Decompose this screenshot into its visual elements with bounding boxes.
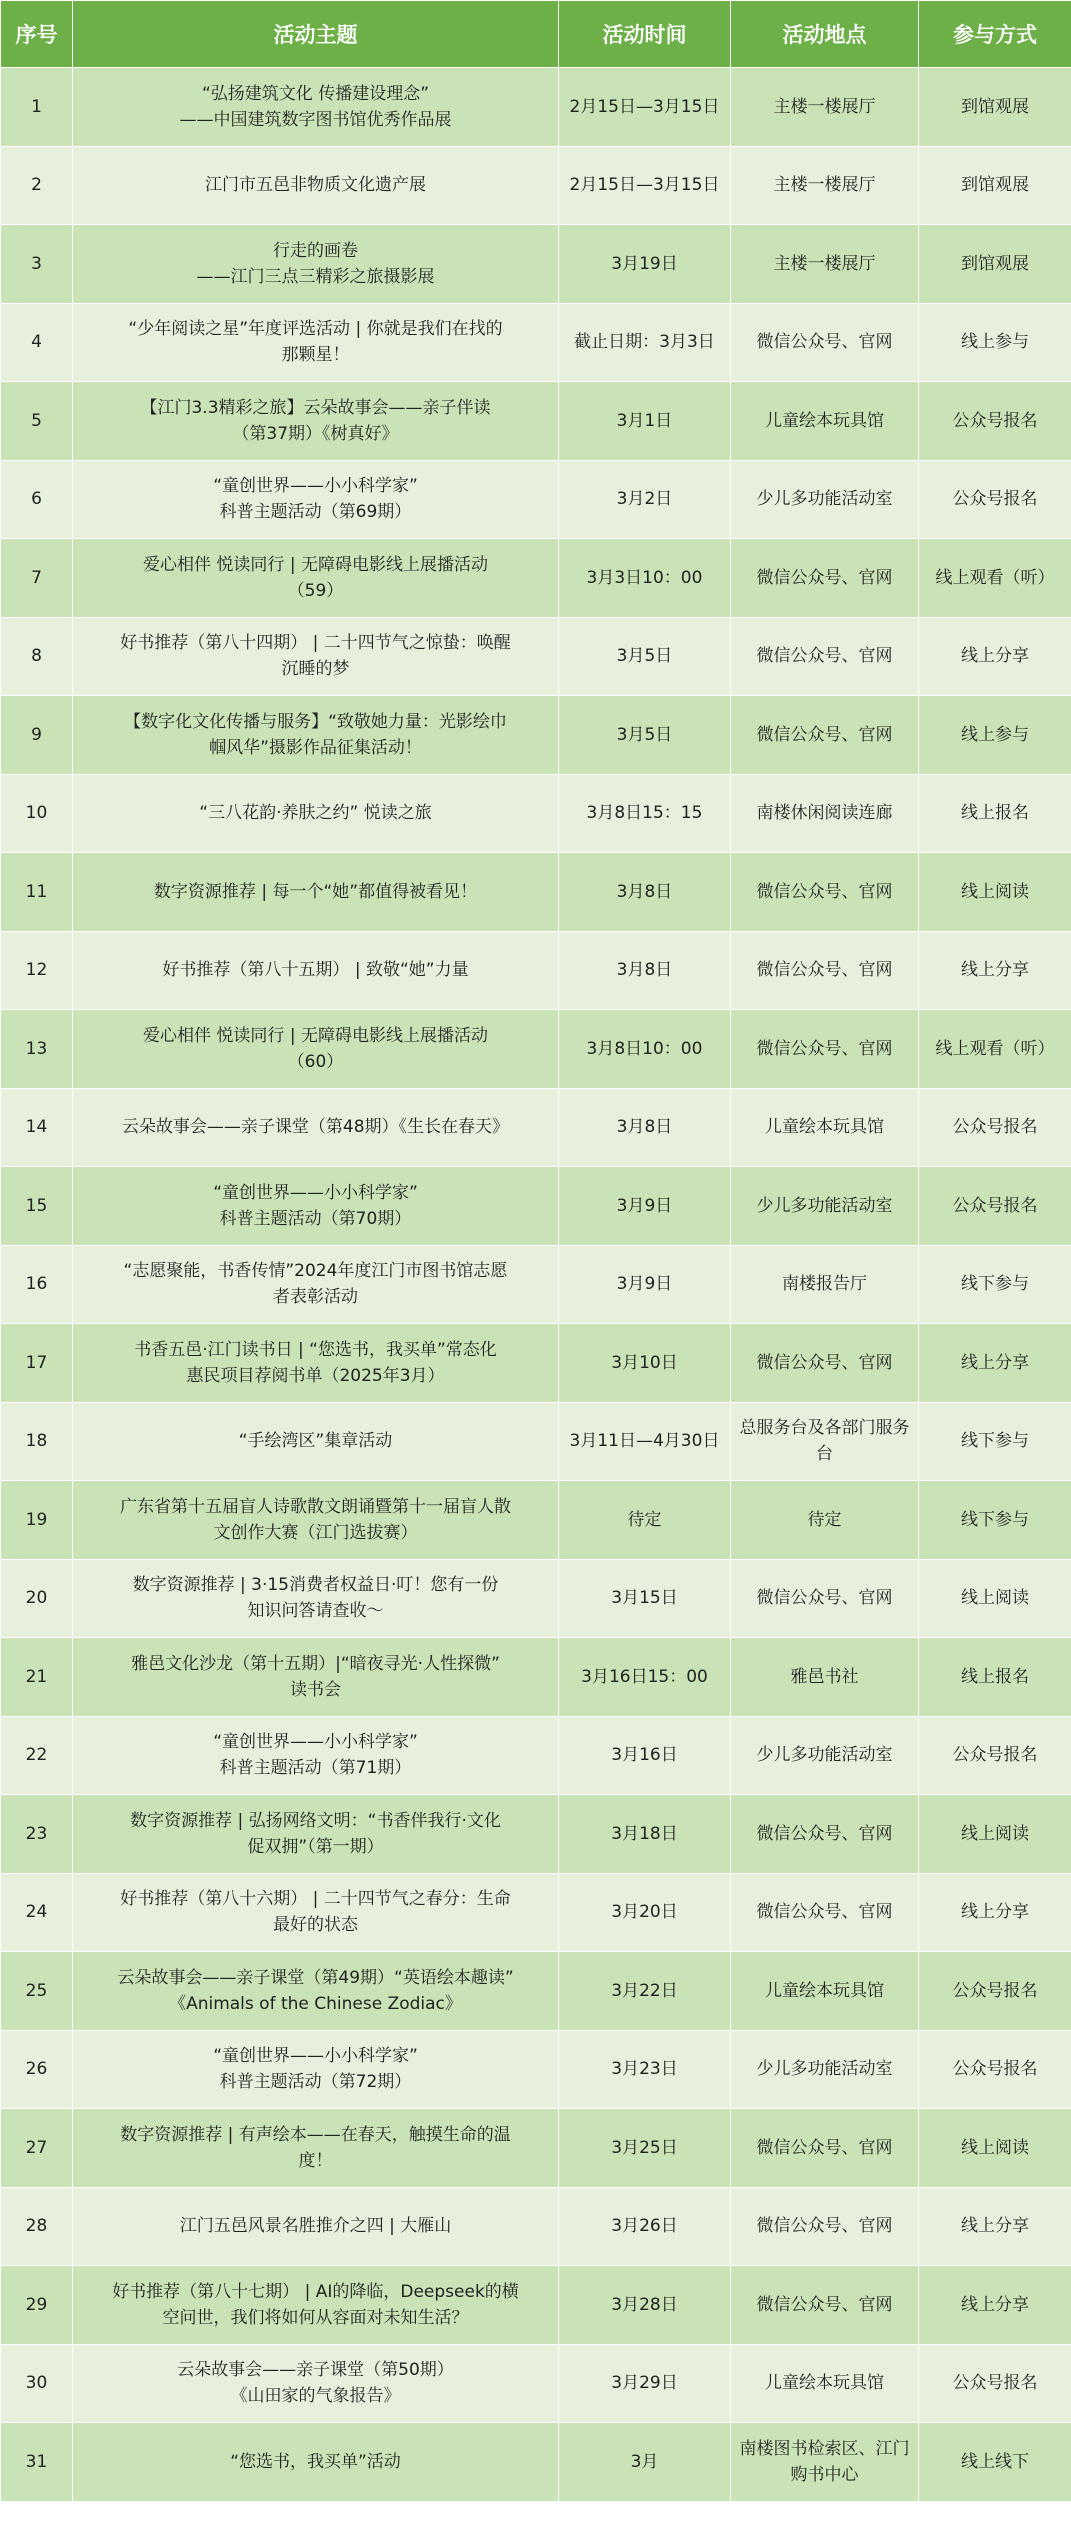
row-time: 3月15日 [559,1559,731,1638]
theme-line: 行走的画卷 [273,240,358,261]
table-row [1,1795,1071,1874]
row-mode: 线上分享 [919,2266,1071,2345]
row-theme [73,2030,559,2109]
theme-line: “童创世界——小小科学家” [213,476,418,497]
row-theme [73,1795,559,1874]
table-row [1,1638,1071,1717]
row-mode: 线上阅读 [919,1795,1071,1874]
row-theme [73,1010,559,1089]
row-number: 6 [1,460,73,539]
row-place: 待定 [731,1481,919,1560]
row-place: 微信公众号、官网 [731,539,919,618]
theme-line: （59） [287,580,344,601]
theme-line: 雅邑文化沙龙（第十五期）|“暗夜寻光·人性探微” [131,1653,500,1674]
row-number: 23 [1,1795,73,1874]
row-time: 3月5日 [559,617,731,696]
row-theme [73,1716,559,1795]
row-number: 11 [1,853,73,932]
row-theme [73,774,559,853]
row-time: 3月9日 [559,1167,731,1246]
theme-line: “少年阅读之星”年度评选活动 | 你就是我们在找的 [128,319,503,340]
row-number: 12 [1,931,73,1010]
theme-line: （60） [287,1051,344,1072]
row-place: 主楼一楼展厅 [731,68,919,147]
row-number: 13 [1,1010,73,1089]
row-theme [73,1402,559,1481]
row-time: 3月20日 [559,1873,731,1952]
theme-line: 江门市五邑非物质文化遗产展 [205,175,426,196]
theme-line: 书香五邑·江门读书日 | “您选书，我买单”常态化 [134,1339,497,1360]
table-row [1,1481,1071,1560]
theme-line: 惠民项目荐阅书单（2025年3月） [186,1365,445,1386]
row-number: 5 [1,382,73,461]
row-time: 3月3日10：00 [559,539,731,618]
row-time: 3月8日 [559,1088,731,1167]
row-mode: 线上观看（听） [919,1010,1071,1089]
theme-line: 最好的状态 [273,1915,358,1936]
theme-line: 科普主题活动（第70期） [219,1208,412,1229]
row-place: 总服务台及各部门服务台 [731,1402,919,1481]
row-number: 24 [1,1873,73,1952]
row-number: 30 [1,2344,73,2423]
row-theme [73,696,559,775]
row-time: 3月10日 [559,1324,731,1403]
row-place: 少儿多功能活动室 [731,1167,919,1246]
row-number: 10 [1,774,73,853]
row-mode: 线上分享 [919,931,1071,1010]
table-row [1,382,1071,461]
row-number: 22 [1,1716,73,1795]
table-row [1,2030,1071,2109]
row-theme [73,2344,559,2423]
row-theme [73,1952,559,2031]
row-theme [73,539,559,618]
row-theme [73,617,559,696]
theme-line: 好书推荐（第八十五期） | 致敬“她”力量 [162,960,469,981]
table-row [1,1402,1071,1481]
theme-line: 《山田家的气象报告》 [230,2386,401,2407]
row-theme [73,225,559,304]
row-theme [73,2266,559,2345]
theme-line: 促双拥”（第一期） [247,1836,384,1857]
row-mode: 到馆观展 [919,146,1071,225]
theme-line: 空问世，我们将如何从容面对未知生活？ [162,2307,469,2328]
row-mode: 线上观看（听） [919,539,1071,618]
row-mode: 线上分享 [919,617,1071,696]
row-mode: 公众号报名 [919,1952,1071,2031]
row-mode: 线上线下 [919,2423,1071,2502]
row-mode: 线上阅读 [919,2109,1071,2188]
row-mode: 公众号报名 [919,382,1071,461]
table-row [1,225,1071,304]
table-row [1,1559,1071,1638]
theme-line: ——江门三点三精彩之旅摄影展 [196,266,435,287]
row-time: 3月19日 [559,225,731,304]
theme-line: 爱心相伴 悦读同行 | 无障碍电影线上展播活动 [143,1025,488,1046]
header-number: 序号 [1,1,73,68]
row-place: 微信公众号、官网 [731,2187,919,2266]
row-mode: 线下参与 [919,1402,1071,1481]
row-theme [73,68,559,147]
row-theme [73,2423,559,2502]
row-mode: 线上参与 [919,303,1071,382]
row-place: 雅邑书社 [731,1638,919,1717]
row-mode: 到馆观展 [919,225,1071,304]
row-mode: 线下参与 [919,1481,1071,1560]
row-place: 南楼休闲阅读连廊 [731,774,919,853]
row-number: 29 [1,2266,73,2345]
row-number: 27 [1,2109,73,2188]
table-row [1,1873,1071,1952]
row-theme [73,931,559,1010]
table-row [1,2266,1071,2345]
theme-line: “童创世界——小小科学家” [213,1732,418,1753]
table-row [1,1245,1071,1324]
row-theme [73,2109,559,2188]
theme-line: 《Animals of the Chinese Zodiac》 [169,1993,462,2014]
row-place: 少儿多功能活动室 [731,460,919,539]
table-row [1,2423,1071,2502]
row-theme [73,2187,559,2266]
row-place: 南楼报告厅 [731,1245,919,1324]
row-mode: 公众号报名 [919,2030,1071,2109]
row-theme [73,382,559,461]
theme-line: 数字资源推荐 | 有声绘本——在春天，触摸生命的温 [120,2124,511,2145]
row-place: 微信公众号、官网 [731,1873,919,1952]
theme-line: 数字资源推荐 | 3·15消费者权益日·叮！您有一份 [132,1575,499,1596]
theme-line: 【江门3.3精彩之旅】云朵故事会——亲子伴读 [140,397,491,418]
table-row [1,303,1071,382]
table-row [1,2344,1071,2423]
theme-line: 帼风华”摄影作品征集活动！ [209,737,422,758]
row-time: 3月8日15：15 [559,774,731,853]
row-time: 2月15日—3月15日 [559,146,731,225]
row-theme [73,853,559,932]
row-theme [73,1559,559,1638]
table-row [1,617,1071,696]
row-place: 儿童绘本玩具馆 [731,1088,919,1167]
row-mode: 线上阅读 [919,1559,1071,1638]
row-time: 3月18日 [559,1795,731,1874]
header-mode: 参与方式 [919,1,1071,68]
row-number: 16 [1,1245,73,1324]
theme-line: 数字资源推荐 | 弘扬网络文明：“书香伴我行·文化 [130,1810,501,1831]
row-time: 3月8日 [559,931,731,1010]
row-place: 主楼一楼展厅 [731,146,919,225]
row-theme [73,1873,559,1952]
row-time: 3月8日10：00 [559,1010,731,1089]
row-time: 3月2日 [559,460,731,539]
row-mode: 线上报名 [919,774,1071,853]
theme-line: 【数字化文化传播与服务】“致敬她力量：光影绘巾 [124,711,507,732]
theme-line: “童创世界——小小科学家” [213,2046,418,2067]
theme-line: 者表彰活动 [273,1287,358,1308]
row-time: 截止日期：3月3日 [559,303,731,382]
row-number: 20 [1,1559,73,1638]
theme-line: 数字资源推荐 | 每一个“她”都值得被看见！ [153,881,478,902]
row-time: 3月1日 [559,382,731,461]
row-place: 少儿多功能活动室 [731,1716,919,1795]
row-place: 微信公众号、官网 [731,931,919,1010]
table-row [1,696,1071,775]
row-number: 17 [1,1324,73,1403]
row-time: 3月 [559,2423,731,2502]
table-row [1,2109,1071,2188]
row-number: 19 [1,1481,73,1560]
row-mode: 公众号报名 [919,2344,1071,2423]
row-time: 3月29日 [559,2344,731,2423]
header-place: 活动地点 [731,1,919,68]
row-place: 微信公众号、官网 [731,617,919,696]
row-number: 31 [1,2423,73,2502]
theme-line: 科普主题活动（第71期） [219,1758,412,1779]
theme-line: 读书会 [290,1679,341,1700]
row-number: 26 [1,2030,73,2109]
theme-line: 好书推荐（第八十六期） | 二十四节气之春分：生命 [120,1889,511,1910]
row-theme [73,1638,559,1717]
theme-line: 爱心相伴 悦读同行 | 无障碍电影线上展播活动 [143,554,488,575]
theme-line: 科普主题活动（第72期） [219,2072,412,2093]
row-number: 21 [1,1638,73,1717]
table-row [1,1324,1071,1403]
table-row [1,853,1071,932]
table-row [1,774,1071,853]
theme-line: “三八花韵·养肤之约” 悦读之旅 [199,803,432,824]
row-time: 3月23日 [559,2030,731,2109]
row-place: 微信公众号、官网 [731,1010,919,1089]
table-row [1,1167,1071,1246]
row-mode: 线上参与 [919,696,1071,775]
theme-line: “童创世界——小小科学家” [213,1182,418,1203]
row-place: 儿童绘本玩具馆 [731,1952,919,2031]
table-row [1,931,1071,1010]
theme-line: 度！ [298,2150,333,2171]
table-row [1,68,1071,147]
row-number: 1 [1,68,73,147]
header-row [1,1,1071,68]
row-place: 南楼图书检索区、江门购书中心 [731,2423,919,2502]
row-mode: 线下参与 [919,1245,1071,1324]
theme-line: ——中国建筑数字图书馆优秀作品展 [179,109,452,130]
table-row [1,146,1071,225]
row-time: 3月16日 [559,1716,731,1795]
row-time: 待定 [559,1481,731,1560]
theme-line: “手绘湾区”集章活动 [238,1431,393,1452]
row-place: 微信公众号、官网 [731,853,919,932]
row-mode: 到馆观展 [919,68,1071,147]
theme-line: 科普主题活动（第69期） [219,502,412,523]
row-time: 3月22日 [559,1952,731,2031]
row-number: 2 [1,146,73,225]
row-number: 28 [1,2187,73,2266]
header-theme: 活动主题 [73,1,559,68]
row-mode: 公众号报名 [919,460,1071,539]
row-time: 3月25日 [559,2109,731,2188]
table-row [1,1088,1071,1167]
row-mode: 线上分享 [919,2187,1071,2266]
row-mode: 线上分享 [919,1324,1071,1403]
table-body [1,68,1071,2502]
row-mode: 线上分享 [919,1873,1071,1952]
row-place: 少儿多功能活动室 [731,2030,919,2109]
row-number: 25 [1,1952,73,2031]
row-time: 3月9日 [559,1245,731,1324]
table-row [1,1952,1071,2031]
theme-line: “您选书，我买单”活动 [230,2451,401,2472]
theme-line: 知识问答请查收～ [247,1601,384,1622]
theme-line: 云朵故事会——亲子课堂（第49期）“英语绘本趣读” [117,1967,514,1988]
row-place: 微信公众号、官网 [731,2109,919,2188]
row-place: 主楼一楼展厅 [731,225,919,304]
row-place: 微信公众号、官网 [731,1559,919,1638]
row-time: 3月5日 [559,696,731,775]
theme-line: “志愿聚能，书香传情”2024年度江门市图书馆志愿 [123,1261,508,1282]
theme-line: 广东省第十五届盲人诗歌散文朗诵暨第十一届盲人散 [120,1496,511,1517]
theme-line: “弘扬建筑文化 传播建设理念” [201,83,430,104]
row-place: 微信公众号、官网 [731,2266,919,2345]
row-theme [73,1167,559,1246]
row-theme [73,1245,559,1324]
theme-line: 云朵故事会——亲子课堂（第50期） [177,2360,454,2381]
row-mode: 公众号报名 [919,1716,1071,1795]
row-mode: 公众号报名 [919,1167,1071,1246]
row-place: 微信公众号、官网 [731,1795,919,1874]
row-place: 微信公众号、官网 [731,1324,919,1403]
row-place: 儿童绘本玩具馆 [731,382,919,461]
row-theme [73,460,559,539]
header-time: 活动时间 [559,1,731,68]
row-theme [73,1088,559,1167]
row-time: 3月16日15：00 [559,1638,731,1717]
row-theme [73,1481,559,1560]
row-theme [73,146,559,225]
row-theme [73,303,559,382]
row-place: 微信公众号、官网 [731,696,919,775]
row-mode: 线上阅读 [919,853,1071,932]
table-row [1,1716,1071,1795]
table-row [1,539,1071,618]
row-number: 18 [1,1402,73,1481]
row-theme [73,1324,559,1403]
row-number: 9 [1,696,73,775]
row-number: 3 [1,225,73,304]
row-mode: 公众号报名 [919,1088,1071,1167]
row-place: 微信公众号、官网 [731,303,919,382]
row-place: 儿童绘本玩具馆 [731,2344,919,2423]
row-number: 8 [1,617,73,696]
table-row [1,2187,1071,2266]
row-number: 15 [1,1167,73,1246]
theme-line: 好书推荐（第八十七期） | AI的降临，Deepseek的横 [112,2281,519,2302]
row-time: 3月8日 [559,853,731,932]
theme-line: 好书推荐（第八十四期） | 二十四节气之惊蛰：唤醒 [120,633,511,654]
theme-line: 沉睡的梦 [281,659,350,680]
theme-line: 那颗星！ [281,345,350,366]
theme-line: （第37期）《树真好》 [232,423,399,444]
table-row [1,1010,1071,1089]
row-number: 4 [1,303,73,382]
theme-line: 云朵故事会——亲子课堂（第48期）《生长在春天》 [121,1117,510,1138]
row-number: 14 [1,1088,73,1167]
table-row [1,460,1071,539]
row-time: 3月28日 [559,2266,731,2345]
theme-line: 江门五邑风景名胜推介之四 | 大雁山 [179,2216,452,2237]
row-mode: 线上报名 [919,1638,1071,1717]
row-time: 3月26日 [559,2187,731,2266]
theme-line: 文创作大赛（江门选拔赛） [213,1522,418,1543]
row-time: 3月11日—4月30日 [559,1402,731,1481]
row-number: 7 [1,539,73,618]
row-time: 2月15日—3月15日 [559,68,731,147]
